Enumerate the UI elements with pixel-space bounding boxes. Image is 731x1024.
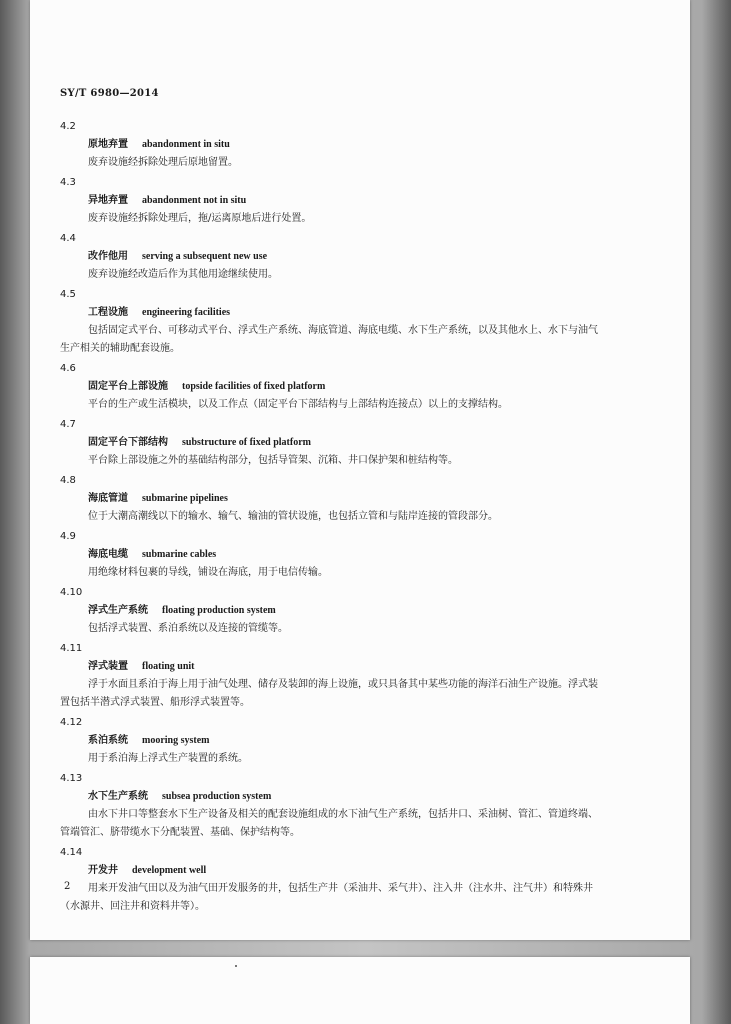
term-definition: 废弃设施经拆除处理后，拖/运离原地后进行处置。 (88, 213, 312, 224)
term-english: floating production system (162, 605, 276, 616)
clause-number: 4.12 (60, 717, 83, 728)
term-line (60, 248, 600, 266)
term-chinese: 改作他用 (88, 251, 128, 262)
term-definition: 平台除上部设施之外的基础结构部分，包括导管架、沉箱、井口保护架和桩结构等。 (88, 455, 458, 466)
term-definition: 废弃设施经拆除处理后原地留置。 (88, 157, 238, 168)
term-entry-4-10 (60, 584, 600, 638)
term-line (60, 136, 600, 154)
term-chinese: 水下生产系统 (88, 791, 148, 802)
term-chinese: 开发井 (88, 865, 118, 876)
term-definition: 包括浮式装置、系泊系统以及连接的管缆等。 (88, 623, 288, 634)
term-definition: 用于系泊海上浮式生产装置的系统。 (88, 753, 248, 764)
clause-number: 4.14 (60, 847, 83, 858)
clause-number: 4.5 (60, 289, 76, 300)
clause-number: 4.9 (60, 531, 76, 542)
term-english: abandonment not in situ (142, 195, 247, 206)
term-chinese: 浮式装置 (88, 661, 128, 672)
term-english: floating unit (142, 661, 195, 672)
clause-number: 4.8 (60, 475, 76, 486)
term-definition: 位于大潮高潮线以下的输水、输气、输油的管状设施，也包括立管和与陆岸连接的管段部分。 (88, 511, 498, 522)
term-english: submarine pipelines (142, 493, 228, 504)
term-english: substructure of fixed platform (182, 437, 311, 448)
term-line (60, 378, 600, 396)
term-entry-4-4 (60, 230, 600, 284)
term-chinese: 系泊系统 (88, 735, 128, 746)
clause-number: 4.10 (60, 587, 83, 598)
term-line (60, 304, 600, 322)
term-chinese: 浮式生产系统 (88, 605, 148, 616)
term-definition: 废弃设施经改造后作为其他用途继续使用。 (88, 269, 278, 280)
term-line (60, 546, 600, 564)
term-chinese: 海底管道 (88, 493, 128, 504)
term-line (60, 732, 600, 750)
clause-number: 4.13 (60, 773, 83, 784)
term-entry-4-2 (60, 118, 600, 172)
term-line (60, 658, 600, 676)
term-entry-4-9 (60, 528, 600, 582)
term-entry-4-14 (60, 844, 600, 916)
term-definition: 用来开发油气田以及为油气田开发服务的井，包括生产井（采油井、采气井）、注入井（注水井、注气井）和特殊井（水源井、回注井和资料井等）。 (60, 883, 593, 912)
term-definition: 由水下井口等整套水下生产设备及相关的配套设施组成的水下油气生产系统，包括井口、采油树、管汇、管道终端、管端管汇、脐带缆水下分配装置、基础、保护结构等。 (60, 809, 598, 838)
term-definition: 浮于水面且系泊于海上用于油气处理、储存及装卸的海上设施，或只具备其中某些功能的海洋石油生产设施。浮式装置包括半潜式浮式装置、船形浮式装置等。 (60, 679, 598, 708)
term-english: topside facilities of fixed platform (182, 381, 326, 392)
clause-number: 4.3 (60, 177, 76, 188)
term-entry-4-3 (60, 174, 600, 228)
next-page-preview (30, 957, 690, 1024)
clause-number: 4.11 (60, 643, 83, 654)
term-english: engineering facilities (142, 307, 231, 318)
term-chinese: 工程设施 (88, 307, 128, 318)
terms-content (60, 118, 600, 918)
term-chinese: 海底电缆 (88, 549, 128, 560)
term-entry-4-12 (60, 714, 600, 768)
term-entry-4-5 (60, 286, 600, 358)
term-line (60, 490, 600, 508)
term-english: submarine cables (142, 549, 217, 560)
term-chinese: 异地弃置 (88, 195, 128, 206)
page-number: 2 (64, 881, 71, 892)
term-definition: 用绝缘材料包裹的导线，铺设在海底，用于电信传输。 (88, 567, 328, 578)
clause-number: 4.2 (60, 121, 76, 132)
term-english: mooring system (142, 735, 210, 746)
term-chinese: 固定平台下部结构 (88, 437, 168, 448)
term-line (60, 788, 600, 806)
term-entry-4-7 (60, 416, 600, 470)
clause-number: 4.7 (60, 419, 76, 430)
term-entry-4-8 (60, 472, 600, 526)
term-definition: 包括固定式平台、可移动式平台、浮式生产系统、海底管道、海底电缆、水下生产系统，以及其他水上、水下与油气生产相关的辅助配套设施。 (60, 325, 598, 354)
term-english: abandonment in situ (142, 139, 230, 150)
standard-code-header: SY/T 6980—2014 (60, 88, 159, 99)
term-entry-4-6 (60, 360, 600, 414)
term-chinese: 固定平台上部设施 (88, 381, 168, 392)
term-line (60, 862, 600, 880)
term-english: subsea production system (162, 791, 272, 802)
term-entry-4-13 (60, 770, 600, 842)
term-line (60, 434, 600, 452)
term-line (60, 192, 600, 210)
term-entry-4-11 (60, 640, 600, 712)
term-english: development well (132, 865, 207, 876)
term-definition: 平台的生产或生活模块，以及工作点（固定平台下部结构与上部结构连接点）以上的支撑结构。 (88, 399, 508, 410)
clause-number: 4.6 (60, 363, 76, 374)
clause-number: 4.4 (60, 233, 76, 244)
term-line (60, 602, 600, 620)
term-english: serving a subsequent new use (142, 251, 268, 262)
term-chinese: 原地弃置 (88, 139, 128, 150)
speck (235, 965, 237, 967)
